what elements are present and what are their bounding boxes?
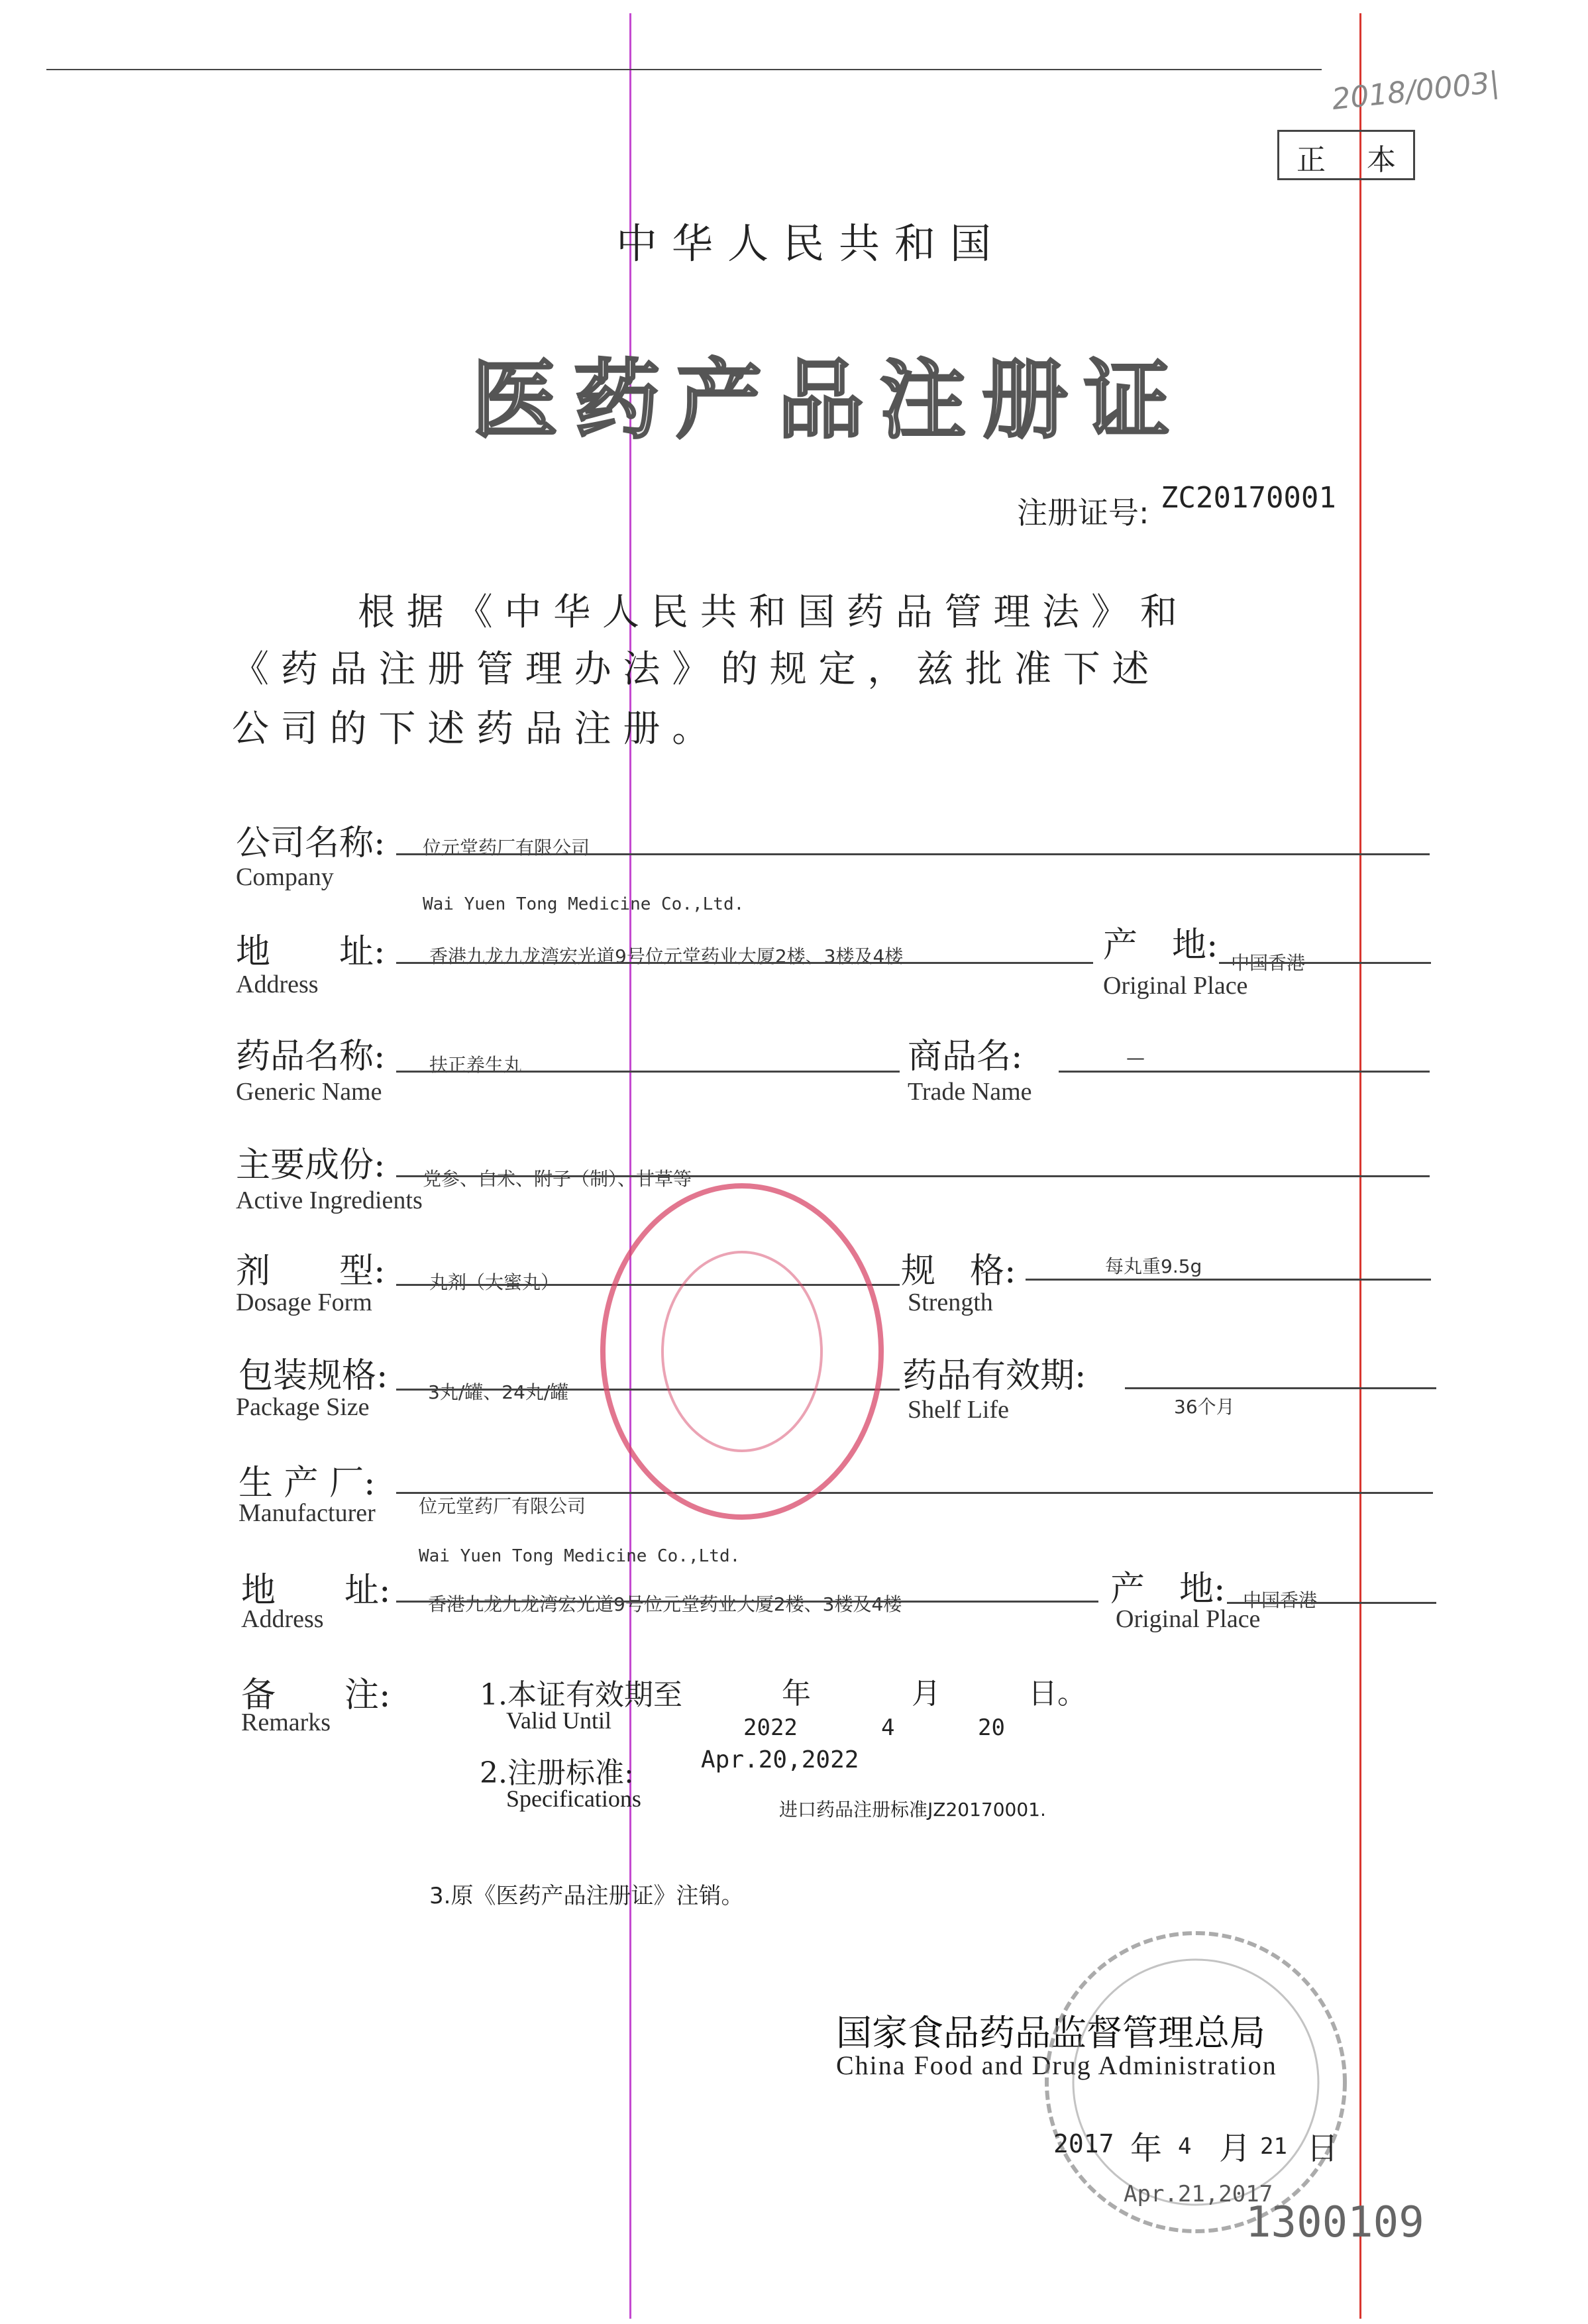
remarks-day-label: 日。 (1028, 1677, 1086, 1711)
dosage-form-value: 丸剂（大蜜丸） (429, 1271, 560, 1293)
remarks-item3: 3.原《医药产品注册证》注销。 (429, 1883, 744, 1909)
package-size-value: 3丸/罐、24丸/罐 (428, 1381, 569, 1403)
handwritten-serial: 2018/0003| (1330, 65, 1501, 117)
company-value-en: Wai Yuen Tong Medicine Co.,Ltd. (423, 894, 745, 914)
manufacturer-underline (396, 1492, 1433, 1494)
address2-label: 地 址: (241, 1571, 391, 1611)
package-size-label: 包装规格: (238, 1356, 388, 1396)
remarks-label-en: Remarks (241, 1709, 331, 1736)
remarks-item1-en: Valid Until (506, 1707, 611, 1734)
trade-name-underline (1059, 1071, 1430, 1073)
original-place-value: 中国香港 (1231, 952, 1306, 974)
trade-name-label: 商品名: (908, 1037, 1023, 1077)
original-place2-value: 中国香港 (1243, 1589, 1318, 1611)
address2-underline (396, 1601, 1098, 1603)
intro-line-1: 根 据 《 中 华 人 民 共 和 国 药 品 管 理 法 》 和 (358, 591, 1177, 634)
active-ingredients-label: 主要成份: (236, 1145, 386, 1185)
company-underline (396, 853, 1430, 855)
issue-date-month: 4 (1178, 2133, 1192, 2160)
reg-no-label: 注册证号: (1017, 495, 1149, 531)
issue-date-day-label: 日 (1306, 2130, 1339, 2167)
remarks-item1: 1.本证有效期至 (480, 1678, 682, 1712)
active-ingredients-underline (396, 1175, 1430, 1177)
dosage-form-label: 剂 型: (236, 1251, 386, 1291)
strength-underline (1026, 1279, 1431, 1281)
active-ingredients-label-en: Active Ingredients (236, 1187, 423, 1214)
issue-date-year: 2017 (1053, 2129, 1114, 2158)
package-size-label-en: Package Size (236, 1393, 370, 1421)
copy-label-right: 本 (1367, 143, 1396, 177)
generic-name-label-en: Generic Name (236, 1078, 382, 1106)
trade-name-label-en: Trade Name (908, 1078, 1032, 1106)
company-seal-stamp (596, 1179, 888, 1524)
manufacturer-label-en: Manufacturer (238, 1499, 376, 1527)
remarks-item2-value: 进口药品注册标准JZ20170001. (779, 1799, 1046, 1821)
original-place-label: 产 地: (1103, 925, 1218, 965)
issuer-name-en: China Food and Drug Administration (836, 2050, 1277, 2080)
shelf-life-underline (1125, 1387, 1436, 1389)
address2-label-en: Address (241, 1605, 324, 1633)
strength-label-en: Strength (908, 1289, 993, 1316)
active-ingredients-value: 党参、白术、附子（制）、甘草等 (423, 1168, 692, 1190)
issue-date-en: Apr.21,2017 (1124, 2181, 1273, 2207)
original-place-label-en: Original Place (1103, 972, 1248, 1000)
remarks-month-label: 月 (912, 1677, 941, 1711)
original-place2-label: 产 地: (1110, 1569, 1226, 1609)
company-label-en: Company (236, 863, 334, 891)
address2-value: 香港九龙九龙湾宏光道9号位元堂药业大厦2楼、3楼及4楼 (428, 1593, 902, 1615)
address-underline (396, 962, 1093, 964)
top-rule (46, 69, 1322, 70)
dosage-form-label-en: Dosage Form (236, 1289, 372, 1316)
original-place2-underline (1227, 1602, 1436, 1604)
generic-name-label: 药品名称: (236, 1037, 386, 1077)
original-place-underline (1219, 962, 1431, 964)
issue-date-day: 21 (1260, 2133, 1287, 2160)
company-value: 位元堂药厂有限公司 (423, 837, 590, 859)
issue-date-year-label: 年 (1130, 2130, 1163, 2167)
company-label: 公司名称: (236, 823, 386, 863)
certificate-title: 医药产品注册证 (472, 349, 1187, 450)
remarks-day: 20 (978, 1715, 1005, 1741)
remarks-item2: 2.注册标准: (480, 1756, 634, 1790)
remarks-date-en: Apr.20,2022 (701, 1746, 859, 1773)
strength-value: 每丸重9.5g (1105, 1255, 1202, 1277)
scan-guide-line-red (1359, 13, 1361, 2319)
remarks-month: 4 (881, 1715, 895, 1741)
intro-line-2: 《 药 品 注 册 管 理 办 法 》 的 规 定 ， 兹 批 准 下 述 (232, 648, 1149, 691)
manufacturer-label: 生 产 厂: (238, 1463, 376, 1503)
manufacturer-value-en: Wai Yuen Tong Medicine Co.,Ltd. (419, 1546, 741, 1566)
document-serial: 1300109 (1245, 2198, 1424, 2247)
issue-date-month-label: 月 (1219, 2130, 1251, 2167)
address-value: 香港九龙九龙湾宏光道9号位元堂药业大厦2楼、3楼及4楼 (429, 945, 904, 967)
shelf-life-label: 药品有效期: (902, 1356, 1086, 1396)
original-place2-label-en: Original Place (1116, 1605, 1261, 1633)
shelf-life-label-en: Shelf Life (908, 1396, 1010, 1424)
shelf-life-value: 36个月 (1174, 1396, 1235, 1418)
copy-label-box (1277, 130, 1415, 180)
intro-line-3: 公 司 的 下 述 药 品 注 册 。 (232, 708, 710, 751)
copy-label-left: 正 (1297, 143, 1326, 177)
address-label: 地 址: (236, 932, 386, 972)
remarks-item2-en: Specifications (506, 1785, 641, 1812)
remarks-label: 备 注: (241, 1675, 391, 1715)
reg-no-value: ZC20170001 (1161, 481, 1336, 515)
manufacturer-value: 位元堂药厂有限公司 (419, 1495, 586, 1517)
strength-label: 规 格: (901, 1251, 1016, 1291)
remarks-year: 2022 (743, 1715, 798, 1741)
generic-name-underline (396, 1071, 900, 1073)
generic-name-value: 扶正养生丸 (429, 1054, 523, 1076)
trade-name-value: — (1126, 1047, 1145, 1069)
issuer-name-zh: 国家食品药品监督管理总局 (836, 2012, 1265, 2054)
remarks-year-label: 年 (782, 1677, 811, 1711)
address-label-en: Address (236, 971, 319, 998)
country-title: 中华人民共和国 (616, 219, 1006, 268)
